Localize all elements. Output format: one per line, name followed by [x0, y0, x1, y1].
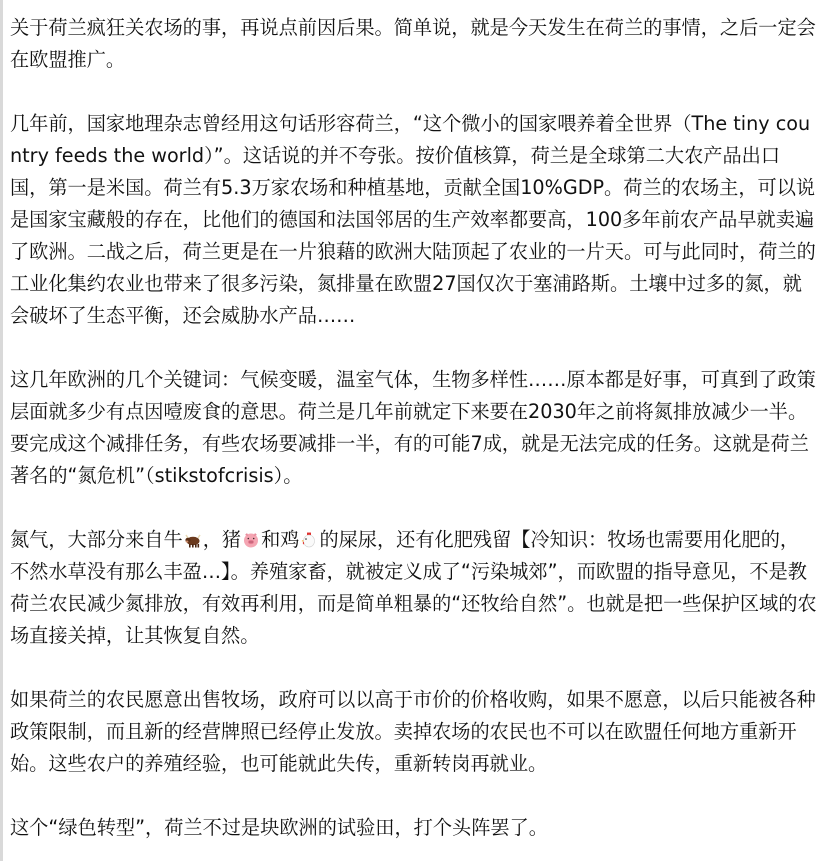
- chicken-emoji-icon: [300, 527, 318, 545]
- article-body: [10, 12, 818, 844]
- paragraph-2: 几年前，国家地理杂志曾经用这句话形容荷兰，“这个微小的国家喂养着全世界（The tiny country feeds the world）”。这话说的并不夸张。按价值核算，荷兰是全球第二大农产品出口国，第一是米国。荷兰有5.3万家农场和种植基地，贡献全国10%GDP。荷兰的农场主，可以说是国家宝藏般的存在，比他们的德国和法国邻居的生产效率都要高，100多年前农产品早就卖遍了欧洲。二战之后，荷兰更是在一片狼藉的欧洲大陆顶起了农业的一片天。可与此同时，荷兰的工业化集约农业也带来了很多污染，氮排量在欧盟27国仅次于塞浦路斯。土壤中过多的氮，就会破坏了生态平衡，还会威胁水产品……: [10, 112, 816, 327]
- paragraph-5: 如果荷兰的农民愿意出售牧场，政府可以以高于市价的价格收购，如果不愿意，以后只能被各种政策限制，而且新的经营牌照已经停止发放。卖掉农场的农民也不可以在欧盟任何地方重新开始。这些农户的养殖经验，也可能就此失传，重新转岗再就业。: [10, 688, 816, 775]
- paragraph-3: 这几年欧洲的几个关键词：气候变暖，温室气体，生物多样性……原本都是好事，可真到了政策层面就多少有点因噎废食的意思。荷兰是几年前就定下来要在2030年之前将氮排放减少一半。要完成这个减排任务，有些农场要减排一半，有的可能7成，就是无法完成的任务。这就是荷兰著名的“氮危机”（stikstofcrisis）。: [10, 368, 816, 487]
- paragraph-1: 关于荷兰疯狂关农场的事，再说点前因后果。简单说，就是今天发生在荷兰的事情，之后一定会在欧盟推广。: [10, 16, 816, 71]
- ox-emoji-icon: [184, 527, 202, 545]
- paragraph-4-part-d: 的屎尿，还有化肥残留【冷知识：牧场也需要用化肥的，不然水草没有那么丰盈…】。养殖家畜，就被定义成了“污染城郊”，而欧盟的指导意见，不是教荷兰农民减少氮排放，有效再利用，而是简单粗暴的“还牧给自然”。也就是把一些保护区域的农场直接关掉，让其恢复自然。: [10, 528, 817, 647]
- paragraph-6: 这个“绿色转型”，荷兰不过是块欧洲的试验田，打个头阵罢了。: [10, 816, 548, 839]
- paragraph-4: [10, 524, 818, 652]
- pig-face-emoji-icon: [242, 527, 260, 545]
- left-border: [0, 0, 3, 861]
- paragraph-4-part-b: ，猪: [202, 528, 242, 551]
- paragraph-4-part-a: 氮气，大部分来自牛: [10, 528, 183, 551]
- paragraph-4-part-c: 和鸡: [261, 528, 300, 551]
